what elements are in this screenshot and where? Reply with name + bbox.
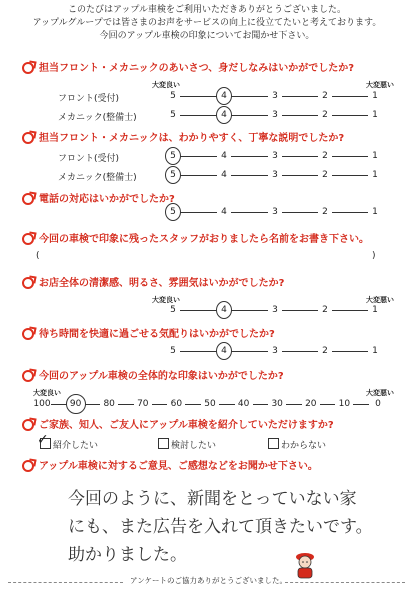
scale-option-5[interactable]: 5: [166, 91, 180, 102]
question-4-text: 今回の車検で印象に残ったスタッフがおりましたら名前をお書き下さい。: [39, 234, 369, 245]
scale-option-5[interactable]: 5: [166, 305, 180, 316]
question-7-text: 今回のアップル車検の全体的な印象はいかがでしたか?: [39, 371, 284, 382]
scale-option-3[interactable]: 3: [268, 170, 282, 181]
question-5-text: お店全体の清潔感、明るさ、雰囲気はいかがでしたか?: [39, 278, 285, 289]
scale-good-label: 大変良い: [152, 296, 180, 304]
intro-line-2: アップルグループでは皆さまのお声をサービスの向上に役立てたいと考えております。: [32, 18, 382, 28]
scale-option-1[interactable]: 1: [368, 91, 382, 102]
apple-icon: [22, 460, 34, 472]
scale-option-1[interactable]: 1: [368, 346, 382, 357]
scale-option-20[interactable]: 20: [302, 399, 320, 410]
selected-circle: [66, 394, 86, 414]
footer-divider: [285, 582, 405, 583]
scale-option-0[interactable]: 0: [369, 399, 387, 410]
scale-option-100[interactable]: 100: [33, 399, 51, 409]
scale-bad-label: 大変悪い: [366, 81, 394, 89]
apple-icon: [22, 132, 34, 144]
bracket-open: (: [36, 251, 40, 261]
mascot-icon: [292, 550, 318, 580]
scale-option-1[interactable]: 1: [368, 170, 382, 181]
scale-option-3[interactable]: 3: [268, 305, 282, 316]
scale-option-2[interactable]: 2: [318, 170, 332, 181]
scale-option-5[interactable]: 5: [166, 110, 180, 121]
footer-text: アンケートのご協力ありがとうございました。: [130, 576, 288, 585]
question-2-text: 担当フロント・メカニックは、わかりやすく、丁寧な説明でしたか?: [39, 133, 345, 144]
scale-option-70[interactable]: 70: [134, 399, 152, 410]
selected-circle: [216, 106, 232, 124]
apple-icon: [22, 419, 34, 431]
apple-icon: [22, 328, 34, 340]
scale-option-80[interactable]: 80: [100, 399, 118, 410]
scale-option-1[interactable]: 1: [368, 110, 382, 121]
option-consider[interactable]: 検討したい: [158, 438, 216, 451]
scale-option-2[interactable]: 2: [318, 207, 332, 218]
option-introduce[interactable]: 紹介したい: [40, 438, 98, 451]
scale-option-1[interactable]: 1: [368, 207, 382, 218]
scale-option-4[interactable]: 4: [217, 110, 231, 121]
apple-icon: [22, 62, 34, 74]
scale-option-1[interactable]: 1: [368, 305, 382, 316]
scale-option-5[interactable]: 5: [166, 207, 180, 218]
scale-option-4[interactable]: 4: [217, 346, 231, 357]
scale-option-4[interactable]: 4: [217, 170, 231, 181]
scale-option-4[interactable]: 4: [217, 91, 231, 102]
scale-option-2[interactable]: 2: [318, 91, 332, 102]
scale-option-2[interactable]: 2: [318, 151, 332, 162]
scale-bad-label: 大変悪い: [366, 389, 394, 397]
scale-option-3[interactable]: 3: [268, 207, 282, 218]
apple-icon: [22, 233, 34, 245]
selected-circle: [165, 203, 181, 221]
intro-line-1: このたびはアップル車検をご利用いただきありがとうございました。: [67, 5, 346, 15]
scale-option-2[interactable]: 2: [318, 110, 332, 121]
check-mark-icon: ✓: [37, 432, 49, 448]
scale-option-50[interactable]: 50: [201, 399, 219, 410]
selected-circle: [216, 301, 232, 319]
scale-bad-label: 大変悪い: [366, 296, 394, 304]
scale-option-3[interactable]: 3: [268, 110, 282, 121]
row-label: メカニック(整備士): [58, 173, 137, 183]
selected-circle: [216, 87, 232, 105]
scale-good-label: 大変良い: [152, 81, 180, 89]
question-8-text: ご家族、知人、ご友人にアップル車検を紹介していただけますか?: [39, 420, 334, 431]
option-unsure[interactable]: わからない: [268, 438, 326, 451]
scale-option-4[interactable]: 4: [217, 305, 231, 316]
scale-option-60[interactable]: 60: [167, 399, 185, 410]
scale-option-40[interactable]: 40: [235, 399, 253, 410]
scale-good-label: 大変良い: [33, 389, 61, 397]
question-6-text: 待ち時間を快適に過ごせる気配りはいかがでしたか?: [39, 329, 275, 340]
apple-icon: [22, 277, 34, 289]
row-label: メカニック(整備士): [58, 113, 137, 123]
comment-line-2: にも、また広告を入れて頂きたいです。: [68, 517, 373, 537]
footer-divider: [8, 582, 123, 583]
apple-icon: [22, 193, 34, 205]
selected-circle: [216, 342, 232, 360]
scale-option-1[interactable]: 1: [368, 151, 382, 162]
checkbox[interactable]: [158, 438, 169, 449]
comment-line-3: 助かりました。: [68, 545, 187, 565]
scale-option-2[interactable]: 2: [318, 346, 332, 357]
comment-line-1: 今回のように、新聞をとっていない家: [68, 489, 357, 509]
apple-icon: [22, 370, 34, 382]
scale-option-3[interactable]: 3: [268, 91, 282, 102]
scale-option-3[interactable]: 3: [268, 346, 282, 357]
question-9-text: アップル車検に対するご意見、ご感想などをお聞かせ下さい。: [39, 461, 318, 472]
scale-option-30[interactable]: 30: [268, 399, 286, 410]
bracket-close: ): [372, 251, 376, 261]
scale-option-5[interactable]: 5: [166, 346, 180, 357]
checkbox[interactable]: [268, 438, 279, 449]
scale-option-3[interactable]: 3: [268, 151, 282, 162]
scale-option-5[interactable]: 5: [166, 170, 180, 181]
question-1-text: 担当フロント・メカニックのあいさつ、身だしなみはいかがでしたか?: [39, 63, 355, 74]
intro-line-3: 今回のアップル車検の印象についてお聞かせ下さい。: [99, 31, 315, 41]
row-label: フロント(受付): [58, 154, 120, 164]
scale-option-4[interactable]: 4: [217, 207, 231, 218]
selected-circle: [165, 147, 181, 165]
scale-option-90[interactable]: 90: [67, 399, 85, 410]
scale-option-4[interactable]: 4: [217, 151, 231, 162]
scale-option-10[interactable]: 10: [335, 399, 353, 410]
scale-option-2[interactable]: 2: [318, 305, 332, 316]
question-3-text: 電話の対応はいかがでしたか?: [39, 194, 175, 205]
selected-circle: [165, 166, 181, 184]
scale-option-5[interactable]: 5: [166, 151, 180, 162]
row-label: フロント(受付): [58, 94, 120, 104]
